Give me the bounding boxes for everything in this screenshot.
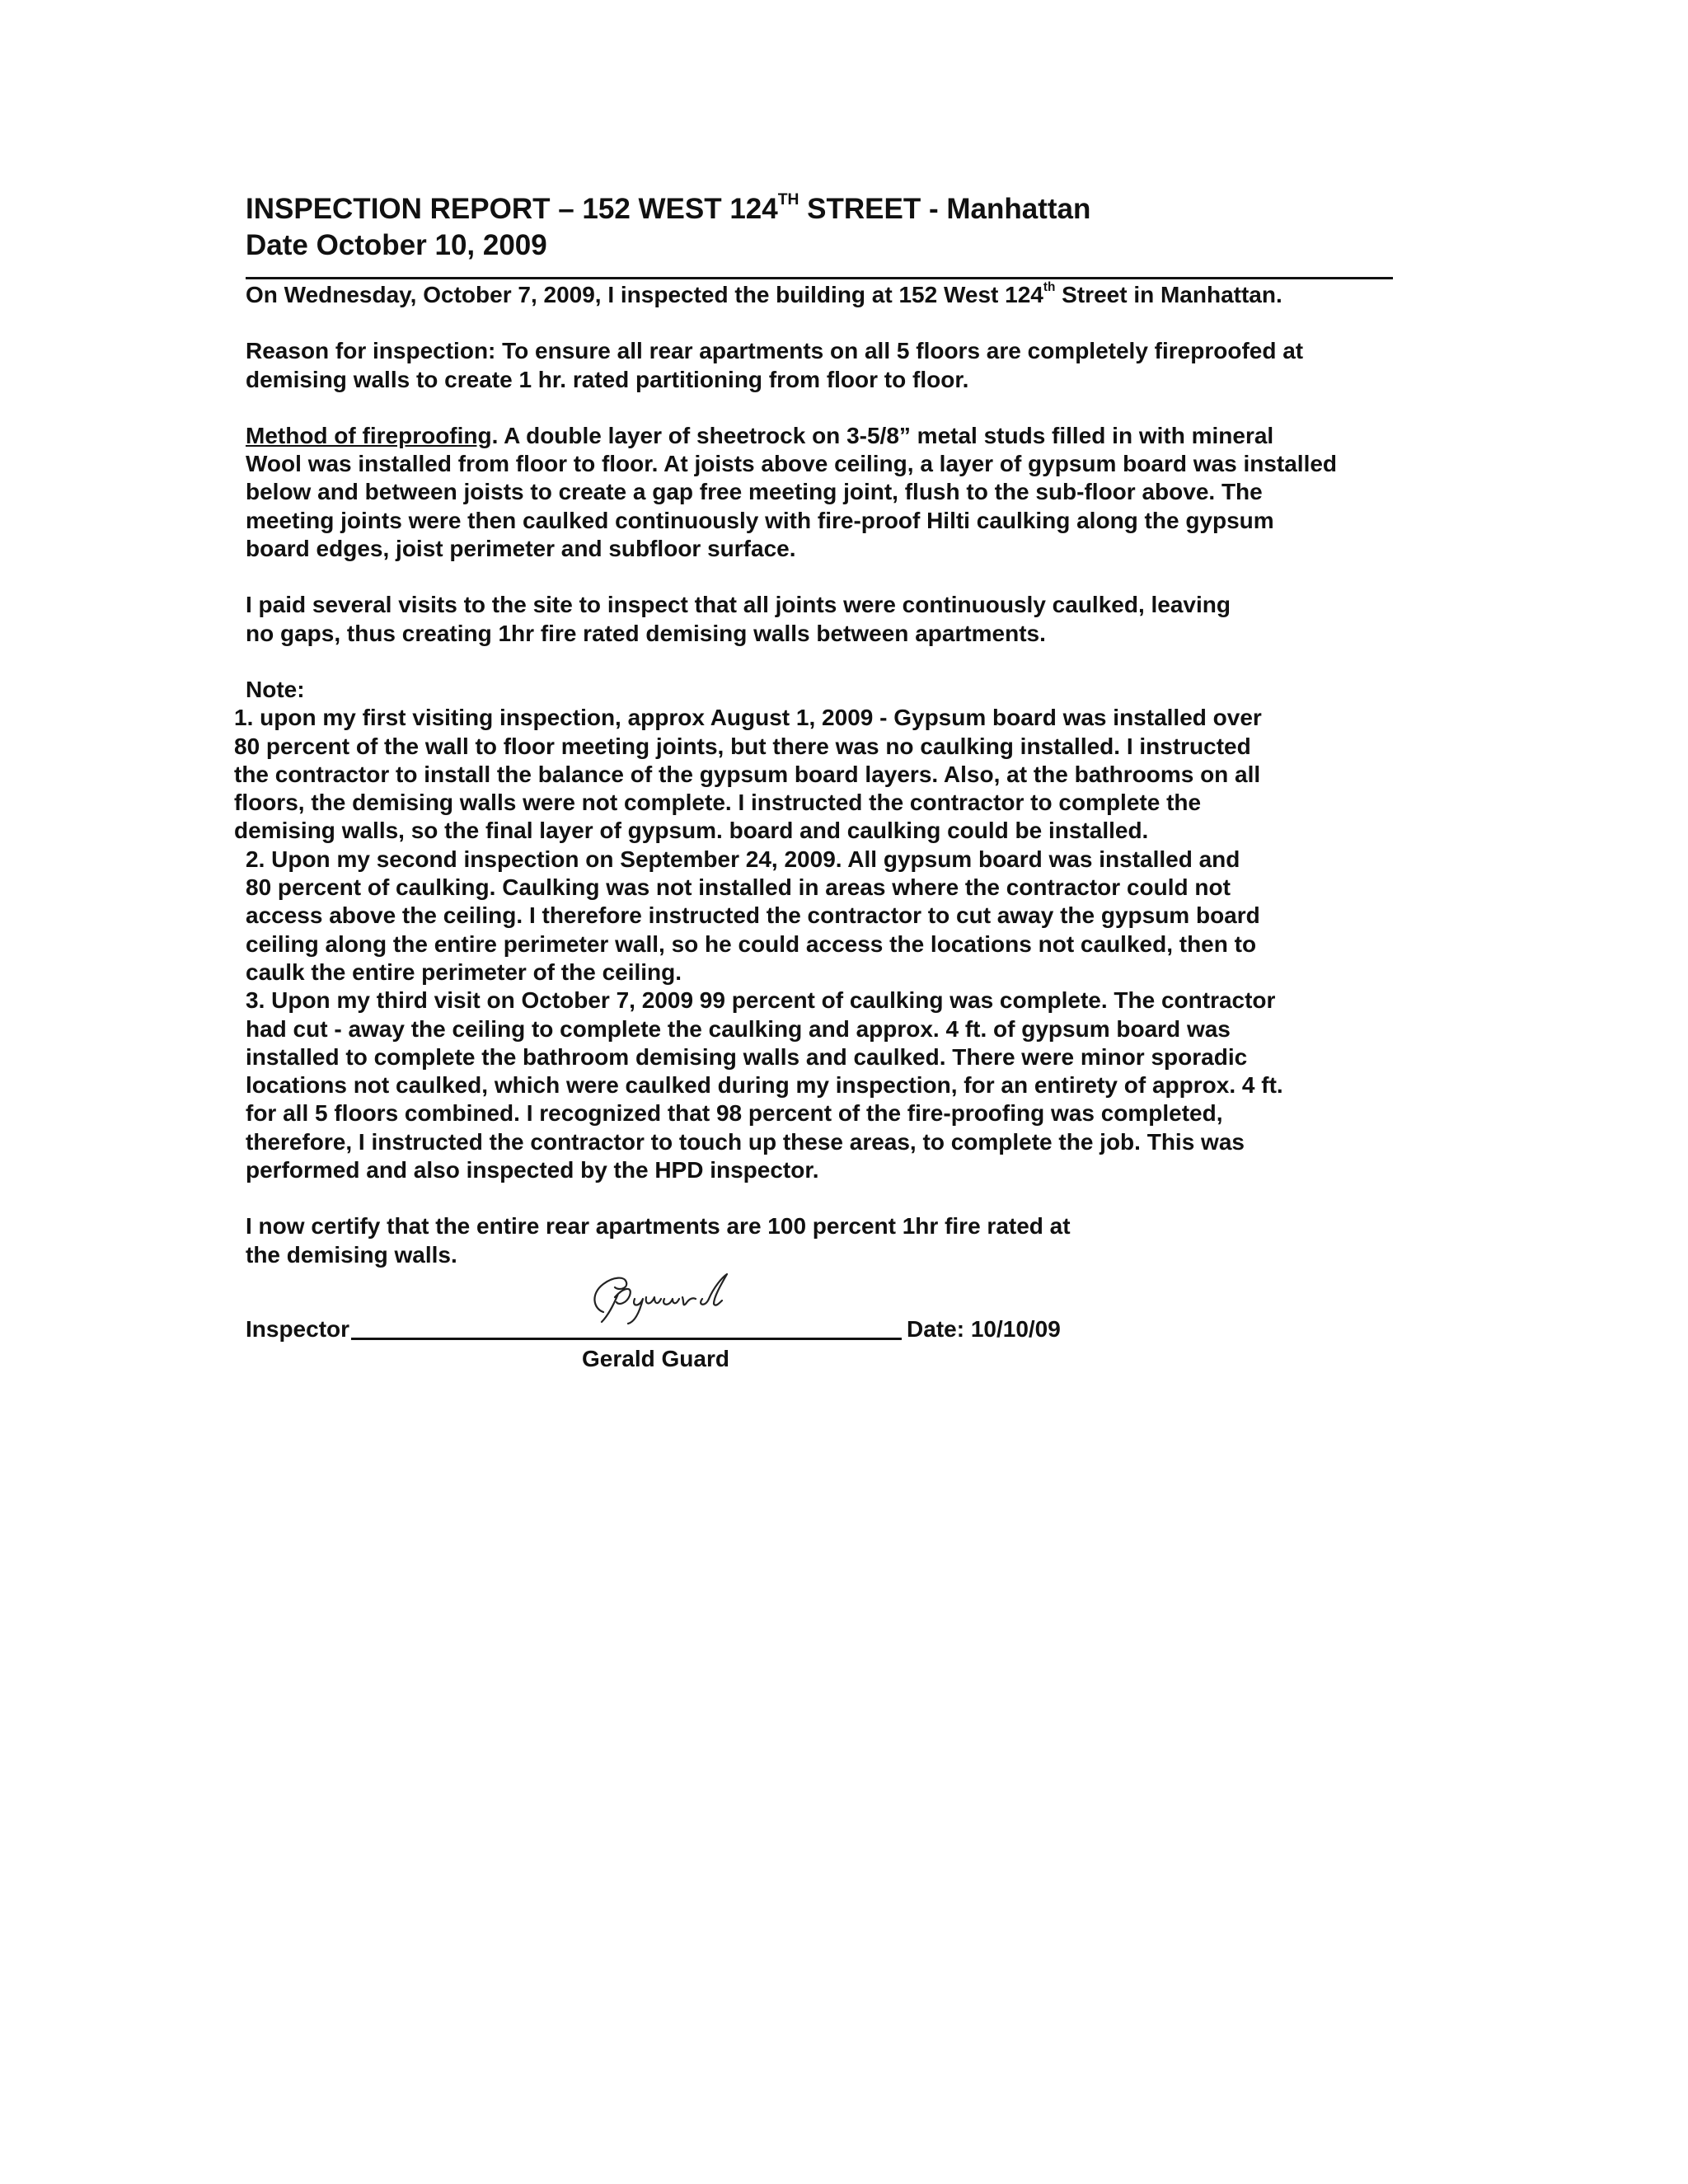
visits-paragraph: I paid several visits to the site to inspect that all joints were continuously caulked, leaving no gaps, thus creating 1hr fire rated demising walls between apartments. <box>246 592 1231 646</box>
inspector-label: Inspector <box>246 1315 350 1342</box>
report-body <box>234 190 1449 1393</box>
intro-superscript: th <box>1043 279 1056 294</box>
header-divider <box>246 277 1393 279</box>
certify-paragraph: I now certify that the entire rear apartments are 100 percent 1hr fire rated at the demising walls. <box>246 1213 1071 1268</box>
reason-paragraph: Reason for inspection: To ensure all rear apartments on all 5 floors are completely fireproofed at demising walls to create 1 hr. rated partitioning from floor to floor. <box>246 338 1304 392</box>
intro-prefix: On Wednesday, October 7, 2009, I inspected the building at 152 West 124 <box>246 282 1043 307</box>
title-superscript: TH <box>777 190 799 209</box>
signature-block <box>246 1277 1449 1393</box>
report-date: Date October 10, 2009 <box>246 229 547 261</box>
inspector-line <box>246 1315 1061 1343</box>
signature-line <box>351 1338 902 1340</box>
method-text: . A double layer of sheetrock on 3-5/8” metal studs filled in with mineral Wool was installed from floor to floor. At joists above ceiling, a layer of gypsum board was installed below and between joists to create a gap free meeting joint, flush to the sub-floor above. The meeting joints were then caulked continuously with fire-proof Hilti caulking along the gypsum board edges, joist perimeter and subfloor surface. <box>246 422 1338 562</box>
note-item-3: 3. Upon my third visit on October 7, 2009 99 percent of caulking was complete. The contractor had cut - away the ceiling to complete the caulking and approx. 4 ft. of gypsum board was installed to complete the bathroom demising walls and caulked. There were minor sporadic locations not caulked, which were caulked during my inspection, for an entirety of approx. 4 ft. for all 5 floors combined. I recognized that 98 percent of the fire-proofing was completed, therefore, I instructed the contractor to touch up these areas, to complete the job. This was performed and also inspected by the HPD inspector. <box>246 987 1283 1183</box>
title-suffix: STREET - Manhattan <box>799 193 1091 225</box>
note-item-2: 2. Upon my second inspection on September 24, 2009. All gypsum board was installed and 80 percent of caulking. Caulking was not installed in areas where the contractor could not access above the ceiling. I therefore instructed the contractor to cut away the gypsum board ceiling along the entire perimeter wall, so he could access the locations not caulked, then to caulk the entire perimeter of the ceiling. <box>246 846 1260 985</box>
intro-suffix: Street in Manhattan. <box>1055 282 1282 307</box>
method-paragraph <box>246 422 1449 563</box>
title-prefix: INSPECTION REPORT – 152 WEST 124 <box>246 193 778 225</box>
inspector-name: Gerald Guard <box>582 1345 729 1371</box>
signature-date: Date: 10/10/09 <box>907 1315 1061 1342</box>
note-heading: Note: <box>246 676 305 702</box>
intro-paragraph <box>246 281 1449 309</box>
note-item-1: 1. upon my first visiting inspection, approx August 1, 2009 - Gypsum board was installed over 80 percent of the wall to floor meeting joints, but there was no caulking installed. I instructed the contractor to install the balance of the gypsum board layers. Also, at the bathrooms on all floors, the demising walls were not complete. I instructed the contractor to complete the demising walls, so the final layer of gypsum. board and caulking could be installed. <box>234 705 1262 844</box>
method-label: Method of fireproofing <box>246 422 492 448</box>
report-title <box>246 191 1449 227</box>
